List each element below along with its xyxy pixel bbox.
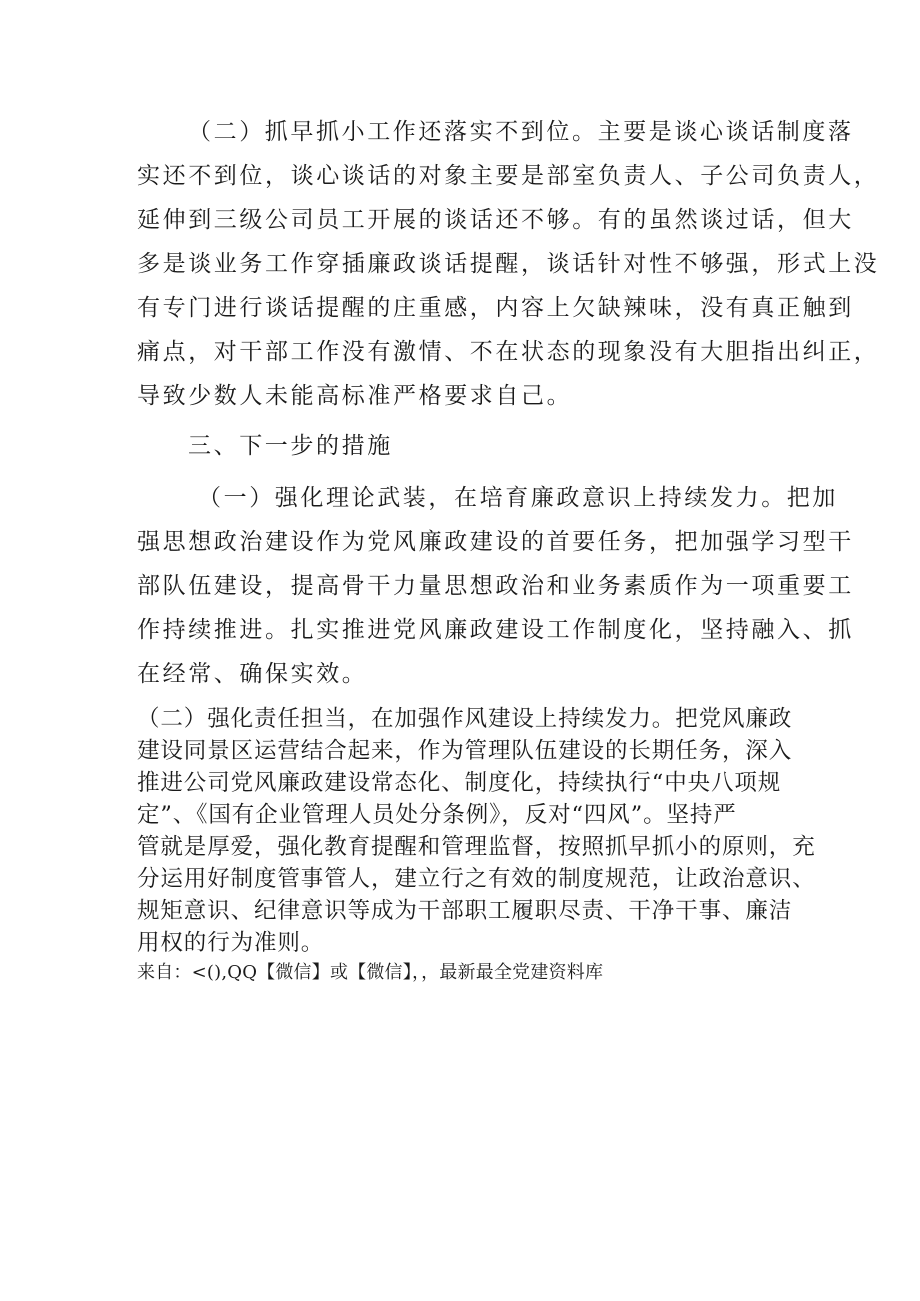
- paragraph-line: 部队伍建设，提高骨干力量思想政治和业务素质作为一项重要工: [137, 573, 854, 599]
- section-heading: 三、下一步的措施: [188, 433, 393, 459]
- paragraph-line: 用权的行为准则。: [137, 930, 325, 956]
- paragraph-line: 实还不到位，谈心谈话的对象主要是部室负责人、子公司负责人，: [137, 163, 880, 189]
- paragraph-line: 多是谈业务工作穿插廉政谈话提醒，谈话针对性不够强，形式上没: [137, 251, 880, 277]
- paragraph-line: 定”、《国有企业管理人员处分条例》，反对“四风”。坚持严: [137, 802, 737, 828]
- paragraph-line: 痛点，对干部工作没有激情、不在状态的现象没有大胆指出纠正，: [137, 339, 880, 365]
- paragraph-line: 有专门进行谈话提醒的庄重感，内容上欠缺辣味，没有真正触到: [137, 295, 854, 321]
- paragraph-line: 导致少数人未能高标准严格要求自己。: [137, 383, 573, 409]
- paragraph-line: 作持续推进。扎实推进党风廉政建设工作制度化，坚持融入、抓: [137, 617, 854, 643]
- paragraph-line: 建设同景区运营结合起来，作为管理队伍建设的长期任务，深入: [137, 738, 793, 764]
- paragraph-line: （二）抓早抓小工作还落实不到位。主要是谈心谈话制度落: [188, 119, 854, 145]
- paragraph-line: （一）强化理论武装，在培育廉政意识上持续发力。把加: [198, 485, 838, 511]
- source-note: 来自：<(),QQ【微信】或【微信】，，最新最全党建资料库: [137, 962, 604, 983]
- paragraph-line: 分运用好制度管事管人，建立行之有效的制度规范，让政治意识、: [137, 866, 816, 892]
- paragraph-line: （二）强化责任担当，在加强作风建设上持续发力。把党风廉政: [137, 706, 793, 732]
- paragraph-line: 管就是厚爱，强化教育提醒和管理监督，按照抓早抓小的原则，充: [137, 834, 816, 860]
- paragraph-line: 推进公司党风廉政建设常态化、制度化，持续执行“中央八项规: [137, 770, 782, 796]
- paragraph-line: 强思想政治建设作为党风廉政建设的首要任务，把加强学习型干: [137, 529, 854, 555]
- paragraph-line: 在经常、确保实效。: [137, 661, 368, 687]
- paragraph-line: 规矩意识、纪律意识等成为干部职工履职尽责、干净干事、廉洁: [137, 898, 793, 924]
- paragraph-line: 延伸到三级公司员工开展的谈话还不够。有的虽然谈过话，但大: [137, 207, 854, 233]
